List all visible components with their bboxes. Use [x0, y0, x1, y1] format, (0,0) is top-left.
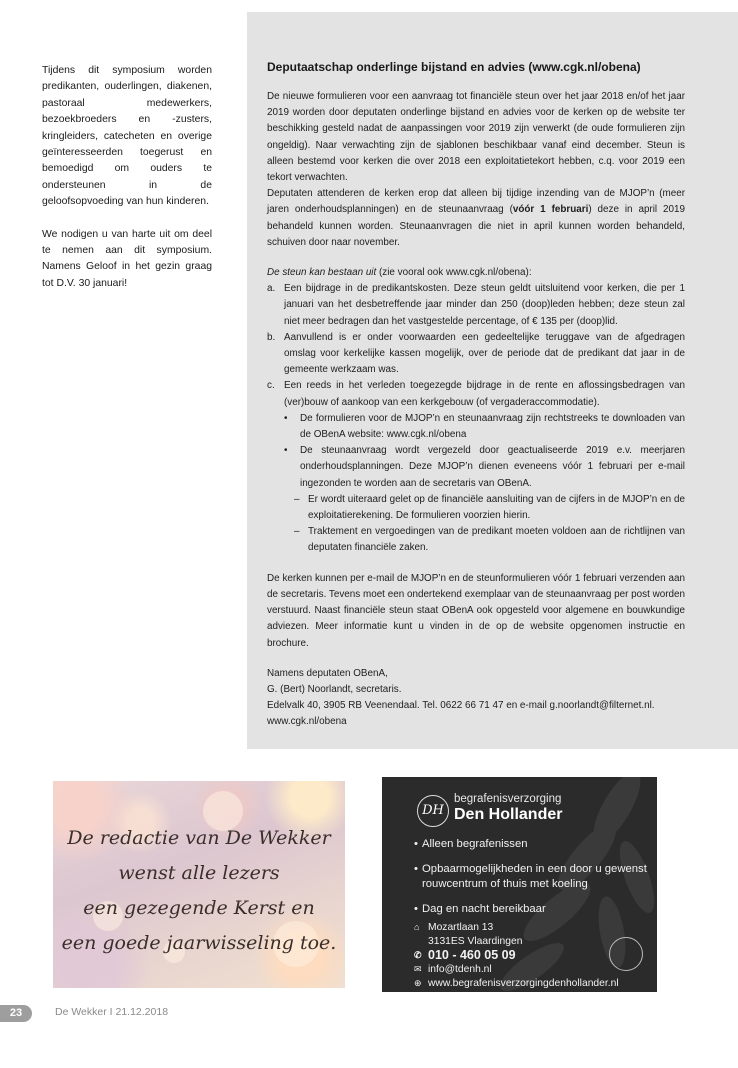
bullet-item-2	[267, 443, 685, 492]
bullet-icon: •	[284, 412, 288, 424]
list-item-c	[267, 378, 685, 410]
greeting-line-4: een goede jaarwisseling toe.	[61, 932, 337, 954]
quality-seal-icon	[609, 937, 643, 971]
closing-paragraph: De kerken kunnen per e-mail de MJOP’n en de steunformulieren vóór 1 februari verzenden aan de secretaris. Tevens moet een ondertekend exemplaar van de steunaanvraag per post worden verstuurd. Naast financiële steun staat OBenA ook opgesteld voor algemene en bouwkundige adviezen. Meer informatie kunt u vinden in de op de website opgenomen instructie en brochure.	[267, 572, 685, 649]
attend-text-2: ) deze in april 2019 behandeld kunnen worden. Steunaanvragen die niet in april kunnen worden behandeld, schuiven door naar november.	[267, 204, 685, 248]
list-marker: c.	[267, 380, 275, 392]
list-text: Een bijdrage in de predikantskosten. Deze steun geldt uitsluitend voor kerken, die per 1 januari van het desbetreffende jaar minder dan 250 (doop)leden hebben; deze steun zal niet meer bedragen dan het vastgestelde percentage, of € 135 per (doop)lid.	[284, 283, 685, 327]
ad-contact	[414, 921, 619, 990]
support-heading-rest: (zie vooral ook www.cgk.nl/obena):	[376, 267, 532, 279]
greeting-line-2: wenst alle lezers	[118, 862, 280, 884]
ad-address-city: 3131ES Vlaardingen	[428, 935, 523, 947]
list-marker: b.	[267, 331, 276, 343]
ad-website-line[interactable]	[414, 977, 619, 991]
dash-text: Er wordt uiteraard gelet op de financiële aansluiting van de cijfers in de MJOP’n en de exploitatierekening. De formulieren voorzien hierin.	[308, 493, 685, 522]
list-text: Een reeds in het verleden toegezegde bijdrage in de rente en aflossingsbedragen van (ver)bouw of aankoop van een kerkgebouw (of vergaderaccommodatie).	[284, 380, 685, 408]
ad-feature-text: Alleen begrafenissen	[422, 838, 528, 850]
ad-email-line[interactable]	[414, 963, 619, 977]
footer-text: De Wekker I 21.12.2018	[55, 1006, 169, 1018]
bullet-icon: •	[414, 902, 418, 915]
signature-line-2: G. (Bert) Noorlandt, secretaris.	[267, 683, 402, 695]
dash-icon: –	[294, 526, 300, 538]
attend-paragraph	[267, 186, 685, 251]
greeting-text	[53, 821, 345, 961]
bullet-icon: •	[414, 838, 418, 850]
ad-features	[414, 837, 654, 926]
bullet-icon: •	[414, 862, 418, 875]
christmas-greeting-card	[53, 781, 345, 988]
home-icon: ⌂	[414, 922, 420, 932]
bullet-item-1	[267, 411, 685, 443]
ad-feature-item	[414, 902, 654, 918]
dh-logo: DH	[417, 795, 449, 827]
bullet-icon: •	[284, 445, 288, 457]
attend-text-1: Deputaten attenderen de kerken erop dat alleen bij tijdige inzending van de MJOP’n (meer jaren onderhoudsplanningen) en de steunaanvraag (	[267, 188, 685, 216]
list-text: Aanvullend is er onder voorwaarden een gedeeltelijke teruggave van de afgedragen omslag voor kerkelijke kassen mogelijk, over de periode dat de predikant dat jaar in de gemeente werkzaam was.	[284, 331, 685, 376]
ad-feature-item	[414, 837, 654, 853]
list-marker: a.	[267, 283, 276, 295]
support-heading	[267, 265, 685, 281]
phone-icon: ✆	[414, 950, 422, 961]
greeting-line-1: De redactie van De Wekker	[67, 827, 331, 849]
ad-website[interactable]: www.begrafenisverzorgingdenhollander.nl	[428, 977, 619, 989]
ad-subtitle: begrafenisverzorging	[454, 793, 562, 805]
info-box	[267, 59, 685, 731]
ad-company-name: Den Hollander	[454, 806, 563, 823]
ad-feature-text: Opbaarmogelijkheden in een door u gewenst rouwcentrum of thuis met koeling	[422, 862, 647, 890]
mail-icon: ✉	[414, 964, 422, 975]
bullet-text: De formulieren voor de MJOP’n en steunaanvraag zijn rechtstreeks te downloaden van de OBenA website: www.cgk.nl/obena	[300, 412, 685, 441]
dash-text: Traktement en vergoedingen van de predikant moeten voldoen aan de richtlijnen van deputaten financiële zaken.	[308, 526, 685, 554]
list-item-a	[267, 281, 685, 330]
left-column	[42, 63, 212, 308]
ad-address-line-2	[414, 935, 619, 949]
ad-phone[interactable]: 010 - 460 05 09	[428, 948, 516, 963]
globe-icon: ⊕	[414, 977, 422, 988]
ad-email[interactable]: info@tdenh.nl	[428, 964, 492, 976]
ad-phone-line[interactable]	[414, 948, 619, 963]
signature-line-1: Namens deputaten OBenA,	[267, 667, 388, 679]
ad-address-line-1	[414, 921, 619, 935]
greeting-line-3: een gezegende Kerst en	[83, 897, 315, 919]
left-paragraph-1: Tijdens dit symposium worden predikanten, ouderlingen, diakenen, pastoraal medewerkers, bezoekbroeders en -zusters, kringleiders, catecheten en overige geïnteresseerden toegerust en bemoedigd om ouders te ondersteunen in de geloofsopvoeding van hun kinderen.	[42, 65, 212, 208]
signature-line-4: www.cgk.nl/obena	[267, 716, 347, 728]
ad-feature-text: Dag en nacht bereikbaar	[422, 902, 546, 915]
dash-icon: –	[294, 493, 300, 505]
ad-feature-item	[414, 862, 654, 893]
support-heading-italic: De steun kan bestaan uit	[267, 267, 377, 279]
info-box-title: Deputaatschap onderlinge bijstand en advies (www.cgk.nl/obena)	[267, 60, 641, 74]
intro-paragraph: De nieuwe formulieren voor een aanvraag tot financiële steun over het jaar 2018 en/of het jaar 2019 worden door deputaten onderlinge bijstand en advies voor de kerken op de website ter beschikking gesteld nadat de aanpassingen voor 2019 zijn verwerkt (de oude formulieren zijn ongeldig). Naar verwachting zijn de sjablonen beschikbaar vanaf eind december. Steun is alleen bestemd voor kerken die over 2018 een exploitatietekort hebben, c.q. voor 2019 een tekort verwachten.	[267, 91, 685, 184]
left-paragraph-2: We nodigen u van harte uit om deel te nemen aan dit symposium. Namens Geloof in het gezin graag tot D.V. 30 januari!	[42, 228, 212, 289]
dash-item-1	[267, 492, 685, 524]
signature-line-3: Edelvalk 40, 3905 RB Veenendaal. Tel. 0622 66 71 47 en e-mail g.noorlandt@filternet.nl.	[267, 700, 655, 712]
list-item-b	[267, 330, 685, 379]
page-number: 23	[0, 1005, 32, 1022]
funeral-ad	[382, 777, 657, 992]
attend-deadline: vóór 1 februari	[512, 204, 589, 216]
dash-item-2	[267, 524, 685, 556]
bullet-text: De steunaanvraag wordt vergezeld door geactualiseerde 2019 e.v. meerjaren onderhoudsplanningen. Deze MJOP’n dienen eveneens vóór 1 februari per e-mail ingezonden te worden aan de secretaris van OBenA.	[300, 445, 685, 489]
ad-address-street: Mozartlaan 13	[428, 922, 494, 933]
